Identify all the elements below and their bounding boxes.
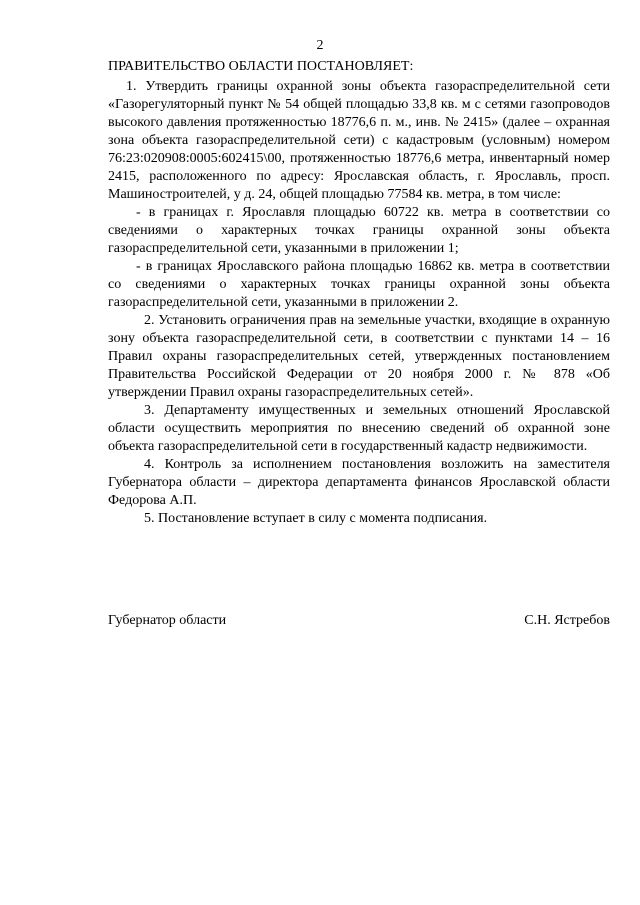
signatory-position: Губернатор области (108, 613, 227, 628)
paragraph-1: 1. Утвердить границы охранной зоны объекта газораспределительной сети «Газорегуляторный пункт № 54 общей площадью 33,8 кв. м с сетями газопроводов высокого давления протяженностью 18776,6 п. м., инв. № 2415» (далее – охранная зона объекта газораспределительной сети) с кадастровым (условным) номером 76:23:020908:0005:602415\00, протяженностью 18776,6 метра, инвентарный номер 2415, расположенного по адресу: Ярославская область, г. Ярославль, просп. Машиностроителей, у д. 24, общей площадью 77584 кв. метра, в том числе: (108, 79, 610, 202)
paragraph-1-subitem-1: - в границах г. Ярославля площадью 60722 кв. метра в соответствии со сведениями о характерных точках границы охранной зоны объекта газораспределительной сети, указанными в приложении 1; (108, 205, 610, 256)
resolution-heading: ПРАВИТЕЛЬСТВО ОБЛАСТИ ПОСТАНОВЛЯЕТ: (108, 59, 414, 74)
document-body (108, 58, 610, 528)
paragraph-2: 2. Установить ограничения прав на земельные участки, входящие в охранную зону объекта газораспределительной сети, в соответствии с пунктами 14 – 16 Правил охраны газораспределительных сетей, утвержденных постановлением Правительства Российской Федерации от 20 ноября 2000 г. № 878 «Об утверждении Правил охраны газораспределительных сетей». (108, 313, 610, 400)
paragraph-4: 4. Контроль за исполнением постановления возложить на заместителя Губернатора области – директора департамента финансов Ярославской области Федорова А.П. (108, 457, 610, 508)
signatory-name: С.Н. Ястребов (524, 613, 610, 628)
signature-block (108, 612, 610, 630)
paragraph-1-subitem-2: - в границах Ярославского района площадью 16862 кв. метра в соответствии со сведениями о характерных точках границы охранной зоны объекта газораспределительной сети, указанными в приложении 2. (108, 259, 610, 310)
page-number: 2 (316, 38, 324, 53)
paragraph-3: 3. Департаменту имущественных и земельных отношений Ярославской области осуществить мероприятия по внесению сведений об охранной зоне объекта газораспределительной сети в государственный кадастр недвижимости. (108, 403, 610, 454)
paragraph-5: 5. Постановление вступает в силу с момента подписания. (144, 511, 488, 526)
